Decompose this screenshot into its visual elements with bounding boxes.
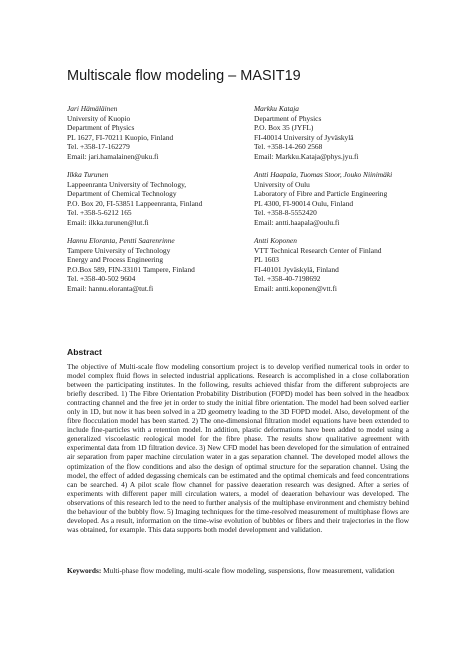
email-line: Email: jari.hamalainen@uku.fi (67, 151, 159, 161)
author-name: Antti Koponen (254, 236, 297, 245)
affiliation-line: Tampere University of Technology (67, 245, 171, 255)
address-line: FI-40101 Jyväskylä, Finland (254, 264, 339, 274)
abstract-heading: Abstract (67, 347, 102, 357)
affiliation-line: University of Kuopio (67, 113, 131, 123)
address-line: FI-40014 University of Jyväskylä (254, 132, 354, 142)
keywords (67, 566, 409, 575)
author-block (254, 236, 454, 294)
phone-line: Tel. +358-14-260 2568 (254, 142, 323, 152)
address-line: P.O. Box 20, FI-53851 Lappeenranta, Finland (67, 198, 203, 208)
phone-line: Tel. +358-5-6212 165 (67, 208, 132, 218)
author-block (67, 236, 267, 294)
phone-line: Tel. +358-40-502 9604 (67, 274, 136, 284)
email-line: Email: ilkka.turunen@lut.fi (67, 217, 149, 227)
author-name: Markku Kataja (254, 104, 299, 113)
phone-line: Tel. +358-40-7198692 (254, 274, 321, 284)
keywords-text: Multi-phase flow modeling, multi-scale flow modeling, suspensions, flow measurement, validation (103, 566, 395, 575)
keywords-label: Keywords: (67, 566, 102, 575)
affiliation-line: Lappeenranta University of Technology, (67, 179, 187, 189)
author-name: Antti Haapala, Tuomas Stoor, Jouko Niinimäki (254, 170, 393, 179)
email-line: Email: Markku.Kataja@phys.jyu.fi (254, 151, 359, 161)
author-name: Jari Hämäläinen (67, 104, 118, 113)
phone-line: Tel. +358-17-162279 (67, 142, 130, 152)
email-line: Email: antti.haapala@oulu.fi (254, 217, 340, 227)
affiliation-line: VTT Technical Research Center of Finland (254, 245, 382, 255)
phone-line: Tel. +358-8-5552420 (254, 208, 317, 218)
address-line: P.O.Box 589, FIN-33101 Tampere, Finland (67, 264, 195, 274)
author-name: Ilkka Turunen (67, 170, 109, 179)
author-block (254, 170, 454, 228)
email-line: Email: hannu.eloranta@tut.fi (67, 283, 154, 293)
affiliation-line: Department of Chemical Technology (67, 189, 177, 199)
affiliation-line: Department of Physics (254, 113, 322, 123)
author-block (254, 104, 454, 162)
author-block (67, 104, 267, 162)
address-line: PL 4300, FI-90014 Oulu, Finland (254, 198, 354, 208)
author-block (67, 170, 267, 228)
affiliation-line: P.O. Box 35 (JYFL) (254, 123, 314, 133)
address-line: PL 1627, FI-70211 Kuopio, Finland (67, 132, 174, 142)
abstract-text: The objective of Multi-scale flow modeling consortium project is to develop verified numerical tools in order to model complex fluid flows in selected industrial applications. Research is accomplished in a close collaboration between the participating institutes. In the following, results achieved thisfar from the different subprojects are briefly described. 1) The Fibre Orientation Probability Distribution (FOPD) model has been solved in the headbox contracting channel and the free jet in order to study the initial fibre orientation. The model had been solved earlier only in 1D, but now it has been solved in a 2D geometry leading to the 3D FOPD model. Also, development of the fibre flocculation model has been started. 2) The one-dimensional filtration model equations have been extended to include fine-particles with a retention model. In addition, plastic deformations have been added to model using a generalized viscoelastic reological model for the fibre phase. The results show qualitative agreement with experimental data from 1D filtration device. 3) New CFD model has been developed for the simulation of entrained air separation from paper machine circulation water in a gas separation channel. The developed model allows the optimization of the flow conditions and also the design of optimal structure for the separation channel. Using the model, the effect of added degassing chemicals can be estimated and the optimal chemicals and feed concentrations can be searched. 4) A pilot scale flow channel for passive deaeration research was designed. After a series of experiments with different paper mill circulation waters, a model of deaeration behaviour was developed. The observations of this research led to the need to further analysis of the multiphase environment and chemistry behind the behaviour of the bubbly flow. 5) Imaging techniques for the time-resolved measurement of multiphase flows are developed. As a result, information on the time-wise evolution of bubbles or fibers and their trajectories in the flow was obtained, for example. This data supports both model development and validation. (67, 362, 409, 534)
affiliation-line: Laboratory of Fibre and Particle Engineering (254, 189, 388, 199)
affiliation-line: Energy and Process Engineering (67, 255, 164, 265)
email-line: Email: antti.koponen@vtt.fi (254, 283, 337, 293)
affiliation-line: University of Oulu (254, 179, 310, 189)
author-name: Hannu Eloranta, Pentti Saarenrinne (67, 236, 175, 245)
paper-title: Multiscale flow modeling – MASIT19 (67, 68, 301, 84)
affiliation-line: PL 1603 (254, 255, 279, 265)
affiliation-line: Department of Physics (67, 123, 135, 133)
